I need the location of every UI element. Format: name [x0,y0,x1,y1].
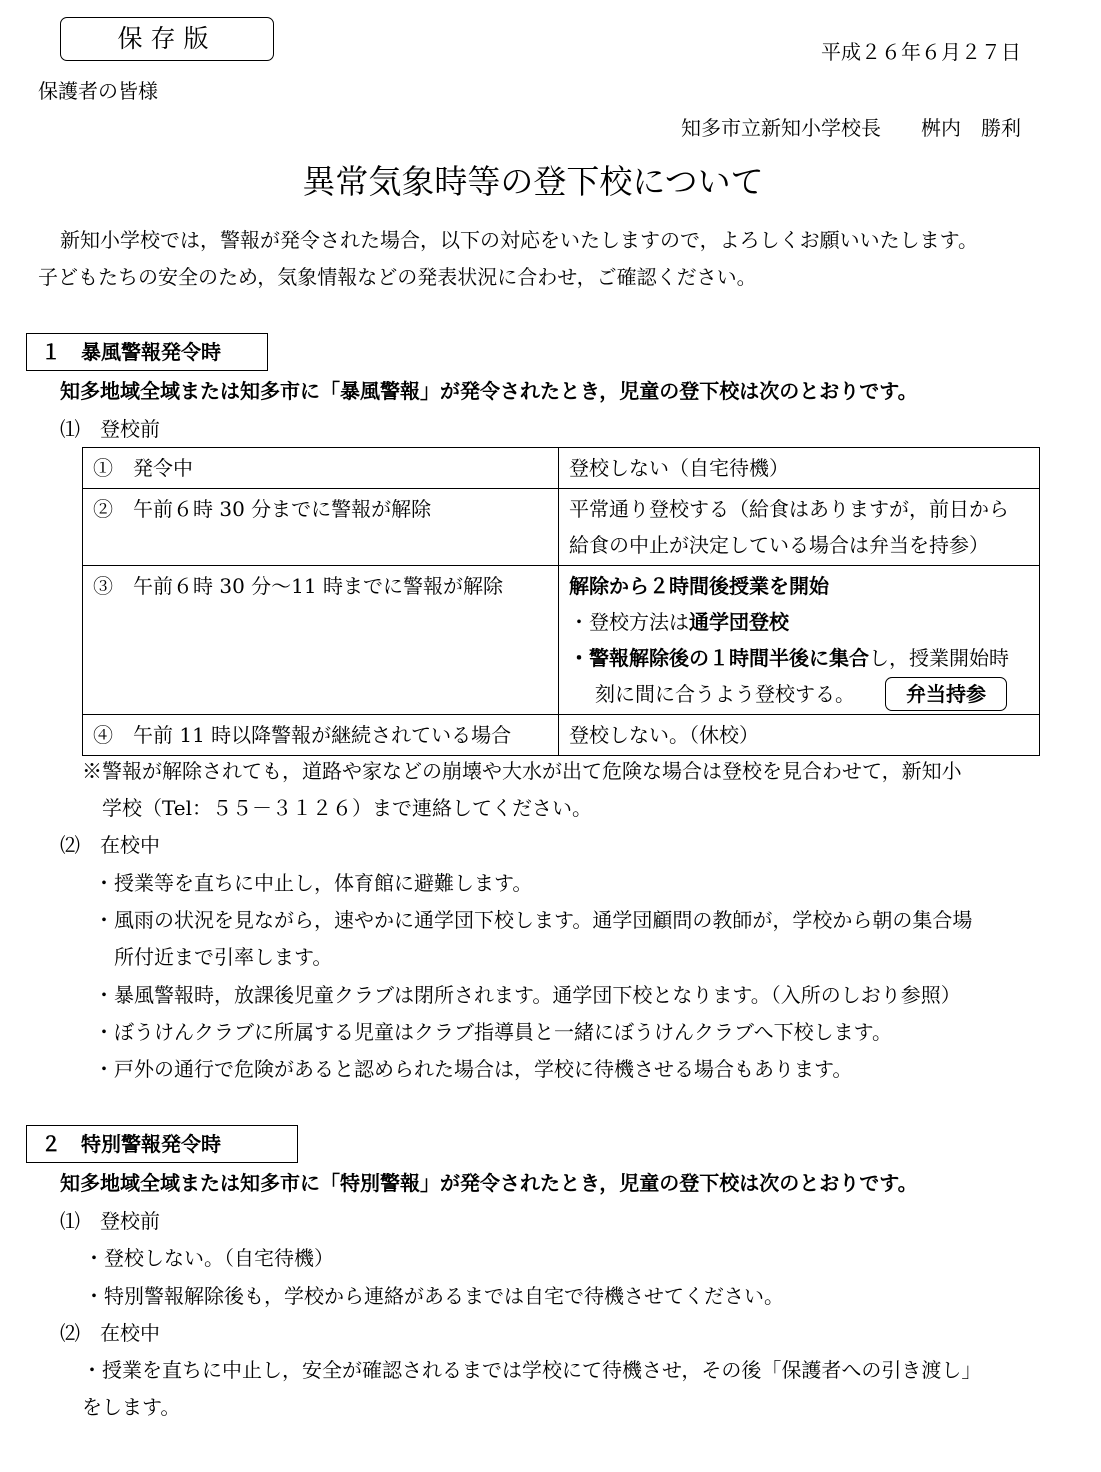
table-cell-action [559,489,1040,566]
section1-heading: １ 暴風警報発令時 [26,333,268,371]
addressee: 保護者の皆様 [38,79,158,103]
list-item: ・風雨の状況を見ながら，速やかに通学団下校します。通学団顧問の教師が，学校から朝の集合場 [94,908,973,932]
note-line-1: ※警報が解除されても，道路や家などの崩壊や大水が出て危険な場合は登校を見合わせて，新知小 [82,759,962,783]
table-cell-action: 登校しない。（休校） [559,715,1040,756]
list-item: をします。 [82,1395,181,1419]
intro-line-2: 子どもたちの安全のため，気象情報などの発表状況に合わせ，ご確認ください。 [38,265,757,289]
action-line: 給食の中止が決定している場合は弁当を持参） [569,533,989,557]
table-cell-condition: ① 発令中 [83,448,559,489]
table-cell-action: 登校しない（自宅待機） [559,448,1040,489]
table-cell-condition: ④ 午前 11 時以降警報が継続されている場合 [83,715,559,756]
section2-sub-before-school: ⑴ 登校前 [60,1209,160,1233]
action-text: し，授業開始時 [869,646,1009,670]
storm-warning-table [82,447,1040,756]
list-item: ・授業を直ちに中止し，安全が確認されるまでは学校にて待機させ，その後「保護者への引き渡し」 [82,1358,982,1382]
table-cell-condition: ② 午前６時 30 分までに警報が解除 [83,489,559,566]
section2-heading: ２ 特別警報発令時 [26,1125,298,1163]
sender: 知多市立新知小学校長 桝内 勝利 [681,116,1021,140]
list-item: ・授業等を直ちに中止し，体育館に避難します。 [94,871,533,895]
action-line: 平常通り登校する（給食はありますが，前日から [569,497,1009,521]
section1-sub-at-school: ⑵ 在校中 [60,833,160,857]
list-item: ・特別警報解除後も，学校から連絡があるまでは自宅で待機させてください。 [84,1284,784,1308]
list-item: ・暴風警報時，放課後児童クラブは閉所されます。通学団下校となります。（入所のしおり参照） [94,983,961,1007]
action-text: ・登校方法は [569,610,689,634]
list-item: ・戸外の通行で危険があると認められた場合は，学校に待機させる場合もあります。 [94,1057,853,1081]
action-line [569,676,1029,712]
table-row [83,566,1040,715]
action-line: 解除から２時間後授業を開始 [569,574,829,598]
table-row [83,715,1040,756]
list-item: 所付近まで引率します。 [114,945,333,969]
action-text: 刻に間に合うよう登校する。 [595,682,855,706]
section1-lead: 知多地域全域または知多市に「暴風警報」が発令されたとき，児童の登下校は次のとおりです。 [60,379,918,403]
table-cell-action [559,566,1040,715]
note-line-2: 学校（Tel：５５－３１２６）まで連絡してください。 [102,796,593,820]
table-row [83,489,1040,566]
list-item: ・ぼうけんクラブに所属する児童はクラブ指導員と一緒にぼうけんクラブへ下校します。 [94,1020,892,1044]
document-date: 平成２６年６月２７日 [821,40,1021,64]
intro-line-1: 新知小学校では，警報が発令された場合，以下の対応をいたしますので，よろしくお願いいたします。 [60,228,978,252]
table-row [83,448,1040,489]
table-cell-condition: ③ 午前６時 30 分～11 時までに警報が解除 [83,566,559,715]
section2-sub-at-school: ⑵ 在校中 [60,1321,160,1345]
bring-lunch-badge: 弁当持参 [885,677,1007,711]
action-text-bold: 通学団登校 [689,610,789,634]
page-title: 異常気象時等の登下校について [302,162,764,201]
section2-lead: 知多地域全域または知多市に「特別警報」が発令されたとき，児童の登下校は次のとおりです。 [60,1171,918,1195]
list-item: ・登校しない。（自宅待機） [84,1246,334,1270]
section1-sub-before-school: ⑴ 登校前 [60,417,160,441]
archive-stamp: 保存版 [60,17,274,61]
action-text-bold: ・警報解除後の１時間半後に集合 [569,646,869,670]
action-line [569,640,1029,676]
action-line [569,604,1029,640]
